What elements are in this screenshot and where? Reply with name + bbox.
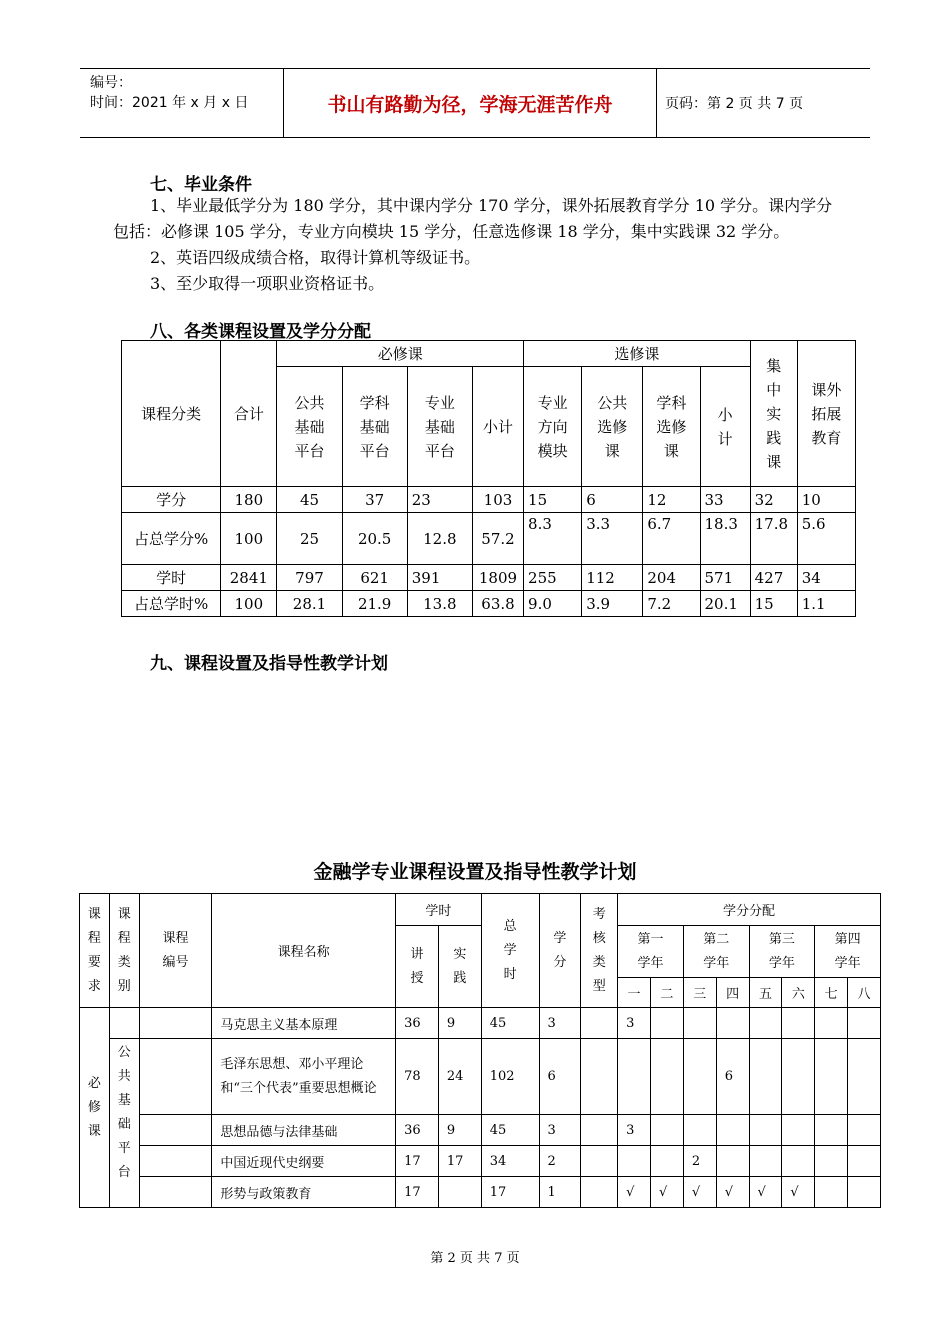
- credit-table: [121, 340, 856, 617]
- th-term: 七: [815, 978, 848, 1008]
- th-practice: 集中实践课: [750, 341, 797, 487]
- th-category: 课程分类: [122, 341, 221, 487]
- th-total: 合计: [221, 341, 277, 487]
- serial-label: 编号：: [90, 75, 132, 91]
- th-term: 六: [782, 978, 815, 1008]
- section7-p3: 3、至少取得一项职业资格证书。: [150, 274, 385, 293]
- time-text: 时间：2021 年 x 月 x 日: [90, 95, 249, 111]
- section7-title: 七、毕业条件: [150, 175, 252, 195]
- page-footer: 第 2 页 共 7 页: [430, 1251, 520, 1266]
- table-row: 必修课 马克思主义基本原理 36 9 45 3 3: [80, 1008, 881, 1039]
- th-term: 二: [650, 978, 683, 1008]
- section9-title: 九、课程设置及指导性教学计划: [150, 654, 388, 674]
- th-req: 课程要求: [80, 894, 110, 1008]
- th-discipline-base: 学科基础平台: [342, 367, 407, 487]
- th-subtotal1: 小计: [472, 367, 523, 487]
- section8-title: 八、各类课程设置及学分分配: [150, 322, 371, 342]
- table-row: 学时 2841 797 621 391 1809 255 112 204 571 427 34: [122, 565, 856, 591]
- th-subtotal2: 小计: [700, 367, 750, 487]
- section7-body: [113, 193, 848, 297]
- plan-title: 金融学专业课程设置及指导性教学计划: [313, 861, 637, 883]
- th-major-module: 专业方向模块: [524, 367, 582, 487]
- th-lecture: 讲授: [396, 926, 439, 1008]
- th-year4: 第四学年: [815, 926, 881, 978]
- th-discipline-elective: 学科选修课: [643, 367, 700, 487]
- header-left: [90, 73, 248, 113]
- table-row: 形势与政策教育 17 17 1 √ √ √ √ √ √: [80, 1177, 881, 1208]
- th-credit: 学分: [539, 894, 581, 1008]
- plan-table: [79, 893, 881, 1208]
- th-term: 三: [683, 978, 716, 1008]
- req-label: 必修课: [80, 1008, 110, 1208]
- section7-p2: 2、英语四级成绩合格，取得计算机等级证书。: [150, 248, 481, 267]
- th-public-base: 公共基础平台: [277, 367, 342, 487]
- th-dist: 学分分配: [618, 894, 881, 926]
- th-required: 必修课: [277, 341, 524, 367]
- table-row: 思想品德与法律基础 36 9 45 3 3: [80, 1115, 881, 1146]
- th-term: 五: [749, 978, 782, 1008]
- th-type: 课程类别: [109, 894, 139, 1008]
- th-public-elective: 公共选修课: [582, 367, 643, 487]
- page-header: [80, 68, 870, 138]
- th-term: 八: [848, 978, 881, 1008]
- th-year2: 第二学年: [683, 926, 749, 978]
- th-name: 课程名称: [212, 894, 396, 1008]
- th-year1: 第一学年: [618, 926, 684, 978]
- table-row: 占总学分% 100 25 20.5 12.8 57.2 8.3 3.3 6.7 18.3 17.8 5.6: [122, 513, 856, 565]
- table-row: 公共基础平台 毛泽东思想、邓小平理论和“三个代表”重要思想概论 78 24 102 6 6: [80, 1039, 881, 1115]
- th-elective: 选修课: [524, 341, 751, 367]
- th-hours: 学时: [396, 894, 482, 926]
- table-row: 学分 180 45 37 23 103 15 6 12 33 32 10: [122, 487, 856, 513]
- th-code: 课程编号: [139, 894, 212, 1008]
- th-term: 四: [716, 978, 749, 1008]
- type-label: 公共基础平台: [109, 1039, 139, 1208]
- th-extra: 课外拓展教育: [797, 341, 855, 487]
- table-row: 占总学时% 100 28.1 21.9 13.8 63.8 9.0 3.9 7.2 20.1 15 1.1: [122, 591, 856, 617]
- motto: 书山有路勤为径，学海无涯苦作舟: [283, 69, 657, 137]
- th-term: 一: [618, 978, 651, 1008]
- section7-p1: 1、毕业最低学分为 180 学分，其中课内学分 170 学分，课外拓展教育学分 10 学分。课内学分包括：必修课 105 学分，专业方向模块 15 学分，任意选修课 18 学分，集中实践课 32 学分。: [113, 196, 833, 241]
- table-row: 中国近现代史纲要 17 17 34 2 2: [80, 1146, 881, 1177]
- th-major-base: 专业基础平台: [407, 367, 472, 487]
- th-total-hours: 总学时: [481, 894, 539, 1008]
- th-exam: 考核类型: [581, 894, 618, 1008]
- th-practice2: 实践: [438, 926, 481, 1008]
- page-number: 页码：第 2 页 共 7 页: [665, 96, 804, 112]
- th-year3: 第三学年: [749, 926, 815, 978]
